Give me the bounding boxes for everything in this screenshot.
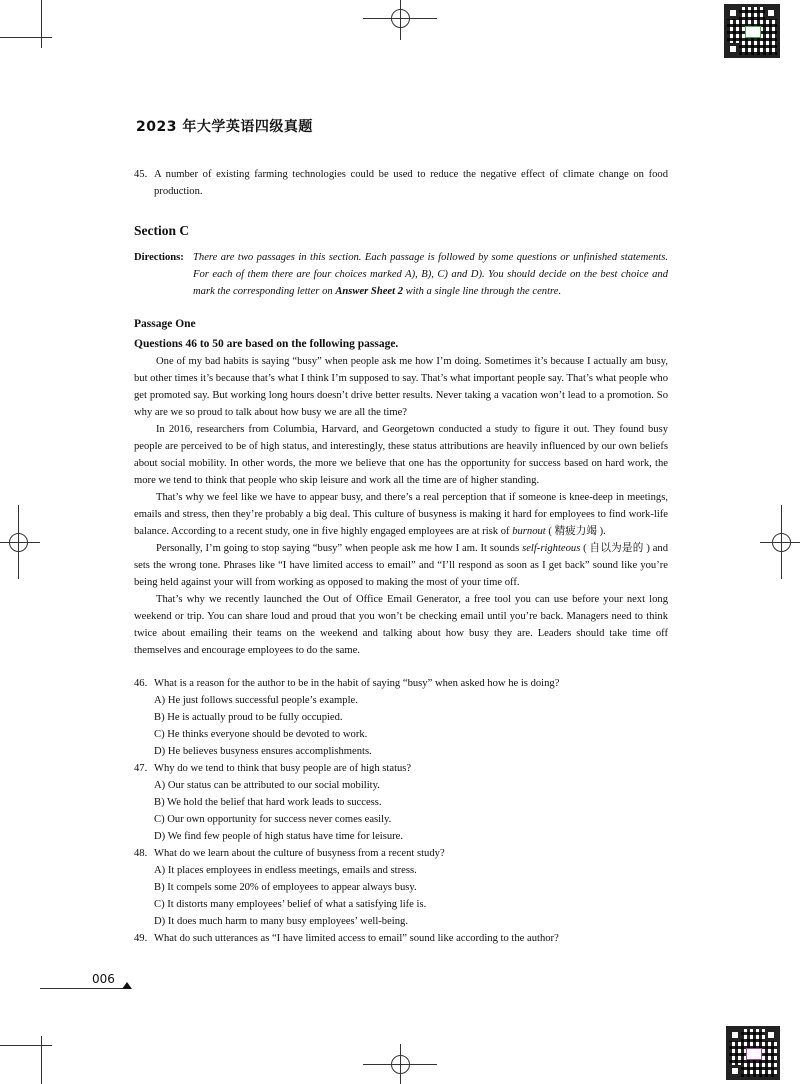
choice-b: B) He is actually proud to be fully occupied. <box>154 712 343 723</box>
question-text: Why do we tend to think that busy people are of high status? <box>154 763 412 774</box>
choice-a: A) It places employees in endless meetings, emails and stress. <box>154 865 417 876</box>
section-title: Section C <box>134 223 190 238</box>
question-text: What is a reason for the author to be in the habit of saying “busy” when asked how he is doing? <box>154 678 560 689</box>
choice-c: C) It distorts many employees’ belief of what a satisfying life is. <box>154 899 427 910</box>
question-number: 49. <box>134 933 148 944</box>
choice-d: D) We find few people of high status have time for leisure. <box>154 831 404 842</box>
question-number: 48. <box>134 848 148 859</box>
page-header-title: 2023 年大学英语四级真题 <box>136 119 313 135</box>
question-45 <box>134 166 668 200</box>
question-text: What do we learn about the culture of busyness from a recent study? <box>154 848 445 859</box>
question-48 <box>134 845 668 930</box>
choice-b: B) We hold the belief that hard work leads to success. <box>154 797 382 808</box>
question-text: A number of existing farming technologies could be used to reduce the negative effect of climate change on food production. <box>154 169 668 197</box>
questions-range-title: Questions 46 to 50 are based on the following passage. <box>134 338 399 350</box>
question-number: 45. <box>134 169 148 180</box>
passage-paragraph-3: That’s why we feel like we have to appear busy, and there’s a real perception that if someone is knee-deep in meetings, emails and stress, then they’re probably a big deal. This culture of busyness is making it hard for employees to find work-life balance. According to a recent study, one in five highly engaged employees are at risk of burnout ( 精疲力竭 ). <box>134 492 668 537</box>
answer-sheet-label: Answer Sheet 2 <box>335 286 404 297</box>
qr-code-top-right <box>724 4 780 58</box>
question-49 <box>134 930 668 947</box>
directions-label: Directions: <box>134 252 184 263</box>
question-number: 47. <box>134 763 148 774</box>
choice-d: D) It does much harm to many busy employees’ well-being. <box>154 916 408 927</box>
choice-d: D) He believes busyness ensures accomplishments. <box>154 746 372 757</box>
question-number: 46. <box>134 678 148 689</box>
page-number: 006 <box>92 972 115 986</box>
page-number-triangle-icon <box>122 982 132 989</box>
choice-a: A) He just follows successful people’s example. <box>154 695 358 706</box>
choice-a: A) Our status can be attributed to our social mobility. <box>154 780 380 791</box>
directions <box>134 249 668 300</box>
qr-code-bottom-right <box>726 1026 780 1080</box>
passage-paragraph-2: In 2016, researchers from Columbia, Harvard, and Georgetown conducted a study to figure it out. They found busy people are perceived to be of high status, and interestingly, these status attributions are heavily influenced by our own beliefs about social mobility. In other words, the more we believe that one has the opportunity for success based on hard work, the more we tend to think that people who skip leisure and work all the time are of higher standing. <box>134 424 668 486</box>
passage-paragraph-1: One of my bad habits is saying “busy” when people ask me how I’m doing. Sometimes it’s because I actually am busy, but other times it’s because that’s what I think I’m supposed to say. That’s what important people say. That’s what people who get promoted say. But working long hours doesn’t drive better results. Never taking a vacation won’t lead to a promotion. So why are we so proud to talk about how busy we are all the time? <box>134 356 668 418</box>
question-46 <box>134 675 668 760</box>
choice-b: B) It compels some 20% of employees to appear always busy. <box>154 882 417 893</box>
directions-text: There are two passages in this section. Each passage is followed by some questions or unfinished statements. For each of them there are four choices marked A), B), C) and D). You should decide on the best choice and mark the corresponding letter on Answer Sheet 2 with a single line through the centre. <box>193 252 668 297</box>
choice-c: C) He thinks everyone should be devoted to work. <box>154 729 368 740</box>
question-text: What do such utterances as “I have limited access to email” sound like according to the author? <box>154 933 559 944</box>
choice-c: C) Our own opportunity for success never comes easily. <box>154 814 392 825</box>
passage-paragraph-5: That’s why we recently launched the Out of Office Email Generator, a free tool you can use before your next long weekend or trip. You can share loud and proud that you won’t be checking email until you’re back. Managers need to think twice about emailing their teams on the weekend and talking about how busy they are. Leaders should take time off themselves and encourage employees to do the same. <box>134 594 668 656</box>
term-self-righteous: self-righteous <box>522 543 581 554</box>
page-content <box>134 166 668 947</box>
question-47 <box>134 760 668 845</box>
question-list <box>134 675 668 947</box>
term-burnout: burnout <box>512 526 546 537</box>
passage-title: Passage One <box>134 318 196 330</box>
passage-paragraph-4: Personally, I’m going to stop saying “busy” when people ask me how I am. It sounds self-righteous ( 自以为是的 ) and sets the wrong tone. Phrases like “I have limited access to email” and “I’ll respond as soon as I get back” sound like you’re being held against your will from working as opposed to making the most of your time off. <box>134 543 668 588</box>
